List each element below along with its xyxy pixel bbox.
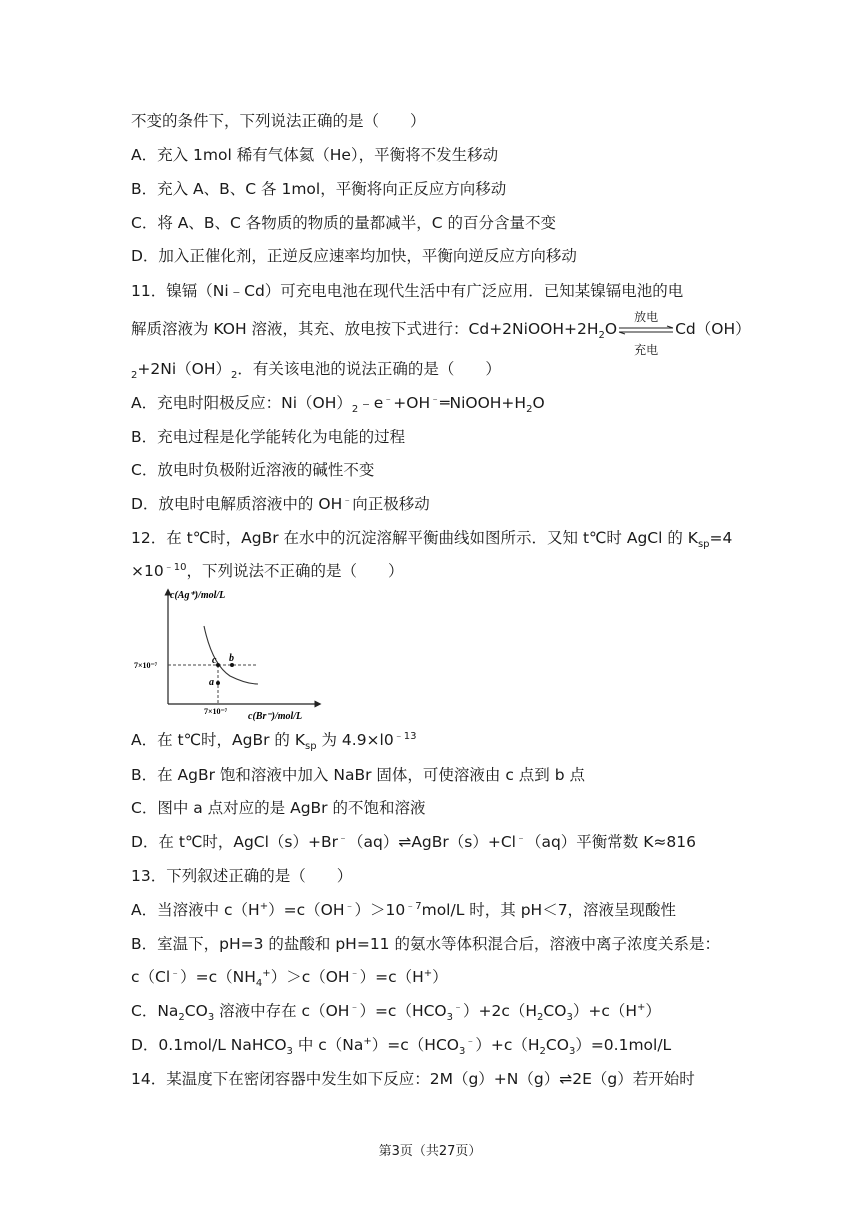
question-11: 11．镍镉（Ni﹣Cd）可充电电池在现代生活中有广泛应用．已知某镍镉电池的电 — [131, 282, 684, 300]
option-d: D．加入正催化剂，正逆反应速率均加快，平衡向逆反应方向移动 — [131, 247, 577, 265]
question-14: 14．某温度下在密闭容器中发生如下反应：2M（g）+N（g）⇌2E（g）若开始时 — [131, 1070, 695, 1088]
text-segment: A．充电时阳极反应：Ni（OH） — [131, 394, 352, 412]
option-c: C．放电时负极附近溶液的碱性不变 — [131, 461, 375, 479]
text-segment: D．放电时电解质溶液中的 OH — [131, 495, 343, 513]
subscript: 2 — [131, 370, 138, 382]
superscript: ﹣ — [453, 1001, 464, 1013]
superscript: ﹣ — [342, 494, 353, 506]
superscript: ﹣13 — [393, 730, 417, 742]
superscript: ﹣ — [430, 393, 441, 405]
text-segment: ）=c（H — [359, 968, 424, 986]
text-segment: ）+c（H — [475, 1036, 540, 1054]
subscript: 2 — [539, 1046, 546, 1058]
option-b: B．充入 A、B、C 各 1mol，平衡将向正反应方向移动 — [131, 180, 507, 198]
question-12 — [131, 528, 733, 551]
text-segment: 向正极移动 — [352, 495, 430, 513]
text-segment: c（Cl — [131, 968, 171, 986]
superscript: ﹣ — [344, 900, 355, 912]
text-segment: 中 c（Na — [292, 1036, 364, 1054]
point-c-label: c — [212, 655, 217, 666]
subscript: 3 — [566, 1012, 573, 1024]
equilibrium-arrow-icon — [617, 326, 675, 334]
text-segment: ） — [645, 1002, 661, 1020]
text-line — [131, 309, 751, 357]
subscript: sp — [304, 741, 317, 753]
superscript: ﹣ — [338, 832, 348, 844]
text-segment: +OH — [393, 394, 431, 412]
subscript: 3 — [286, 1046, 293, 1058]
text-segment: CO — [545, 1036, 569, 1054]
text-segment: ）=c（HCO — [359, 1002, 447, 1020]
text-segment: ═NiOOH+H — [440, 394, 527, 412]
text-segment: A．当溶液中 c（H — [131, 901, 260, 919]
subscript: 3 — [446, 1012, 454, 1024]
superscript: ﹣ — [515, 832, 526, 844]
text-segment: mol/L 时，其 pH＜7，溶液呈现酸性 — [421, 901, 677, 919]
text-segment: 解质溶液为 KOH 溶液，其充、放电按下式进行：Cd+2NiOOH+2H — [131, 320, 599, 338]
option-a — [131, 900, 676, 920]
subscript: 2 — [598, 330, 605, 342]
text-segment: ，下列说法不正确的是（ ） — [186, 562, 404, 580]
superscript: ﹣ — [349, 1001, 360, 1013]
text-segment: 溶液中存在 c（OH — [214, 1002, 350, 1020]
point-a — [216, 681, 220, 685]
text-segment: ）=c（OH — [268, 901, 345, 919]
text-line — [131, 561, 403, 581]
text-line — [131, 967, 448, 990]
superscript: + — [262, 967, 271, 979]
option-c: C．图中 a 点对应的是 AgBr 的不饱和溶液 — [131, 799, 426, 817]
subscript: 4 — [255, 978, 263, 990]
text-segment: ）=c（HCO — [371, 1036, 459, 1054]
text-segment: O — [532, 394, 545, 412]
text-segment: CO — [184, 1002, 208, 1020]
superscript: + — [259, 900, 269, 912]
text-segment: D．0.1mol/L NaHCO — [131, 1036, 287, 1054]
option-a — [131, 393, 545, 416]
text-segment: ）＞c（OH — [270, 968, 350, 986]
superscript: ﹣ — [465, 1035, 476, 1047]
option-b: B．在 AgBr 饱和溶液中加入 NaBr 固体，可使溶液由 c 点到 b 点 — [131, 766, 585, 784]
text-segment: ）=0.1mol/L — [575, 1036, 672, 1054]
text-segment: =4 — [709, 529, 733, 547]
text-segment: D．在 t℃时，AgCl（s）+Br — [131, 833, 338, 851]
option-b: B．充电过程是化学能转化为电能的过程 — [131, 428, 406, 446]
option-d — [131, 1035, 672, 1058]
text-segment: Cd（OH） — [675, 320, 751, 338]
text-segment: 12．在 t℃时，AgBr 在水中的沉淀溶解平衡曲线如图所示．又知 t℃时 AgCl 的 K — [131, 529, 698, 547]
subscript: 3 — [568, 1046, 576, 1058]
subscript: 3 — [207, 1012, 215, 1024]
text-segment: ） — [432, 968, 448, 986]
subscript: 2 — [526, 404, 533, 416]
text-segment: （aq）⇌AgBr（s）+Cl — [348, 833, 516, 851]
point-a-label: a — [209, 677, 214, 688]
arrow-bottom-label: 充电 — [634, 342, 659, 357]
point-c — [216, 663, 220, 667]
solubility-curve-graph — [134, 586, 330, 726]
arrow-top-label: 放电 — [634, 309, 659, 324]
x-tick-label: 7×10⁻⁷ — [204, 707, 228, 716]
superscript: ﹣7 — [405, 900, 422, 912]
option-c: C．将 A、B、C 各物质的物质的量都减半，C 的百分含量不变 — [131, 214, 556, 232]
y-axis-label: c(Ag⁺)/mol/L — [170, 590, 226, 601]
text-segment: ×10 — [131, 562, 164, 580]
text-segment: （aq）平衡常数 K≈816 — [525, 833, 696, 851]
text-segment: ．有关该电池的说法正确的是（ ） — [237, 360, 501, 378]
superscript: + — [363, 1035, 372, 1047]
point-b-label: b — [229, 653, 234, 664]
x-axis-label: c(Br⁻)/mol/L — [248, 711, 303, 722]
subscript: 2 — [351, 404, 359, 416]
superscript: + — [637, 1001, 646, 1013]
subscript: 3 — [458, 1046, 466, 1058]
subscript: sp — [697, 539, 710, 551]
option-d — [131, 494, 430, 514]
superscript: ﹣ — [349, 967, 360, 979]
superscript: ﹣ — [170, 967, 181, 979]
option-d — [131, 832, 696, 852]
subscript: 2 — [537, 1012, 544, 1024]
page-footer: 第3页（共27页） — [378, 1144, 482, 1159]
option-b: B．室温下，pH=3 的盐酸和 pH=11 的氨水等体积混合后，溶液中离子浓度关系是： — [131, 935, 720, 953]
text-segment: ﹣e — [358, 394, 384, 412]
text-segment: 为 4.9×l0 — [316, 731, 394, 749]
y-tick-label: 7×10⁻⁷ — [134, 661, 158, 670]
text-line: 不变的条件下，下列说法正确的是（ ） — [131, 112, 426, 130]
text-segment: +2Ni（OH） — [137, 360, 231, 378]
text-line — [131, 359, 501, 382]
text-segment: ）=c（NH — [180, 968, 256, 986]
question-13: 13．下列叙述正确的是（ ） — [131, 867, 353, 885]
reversible-arrow — [617, 309, 675, 357]
subscript: 2 — [178, 1012, 185, 1024]
text-segment: A．在 t℃时，AgBr 的 K — [131, 731, 305, 749]
text-segment: C．Na — [131, 1002, 179, 1020]
option-a — [131, 730, 417, 753]
superscript: + — [423, 967, 433, 979]
text-segment: ）+c（H — [572, 1002, 637, 1020]
text-segment: ）＞10 — [354, 901, 406, 919]
text-segment: ）+2c（H — [463, 1002, 538, 1020]
subscript: 2 — [230, 370, 238, 382]
superscript: ﹣ — [383, 393, 394, 405]
text-segment: CO — [543, 1002, 567, 1020]
superscript: ﹣10 — [163, 561, 187, 573]
option-a: A．充入 1mol 稀有气体氦（He），平衡将不发生移动 — [131, 146, 499, 164]
text-segment: O — [604, 320, 618, 338]
option-c — [131, 1001, 661, 1024]
